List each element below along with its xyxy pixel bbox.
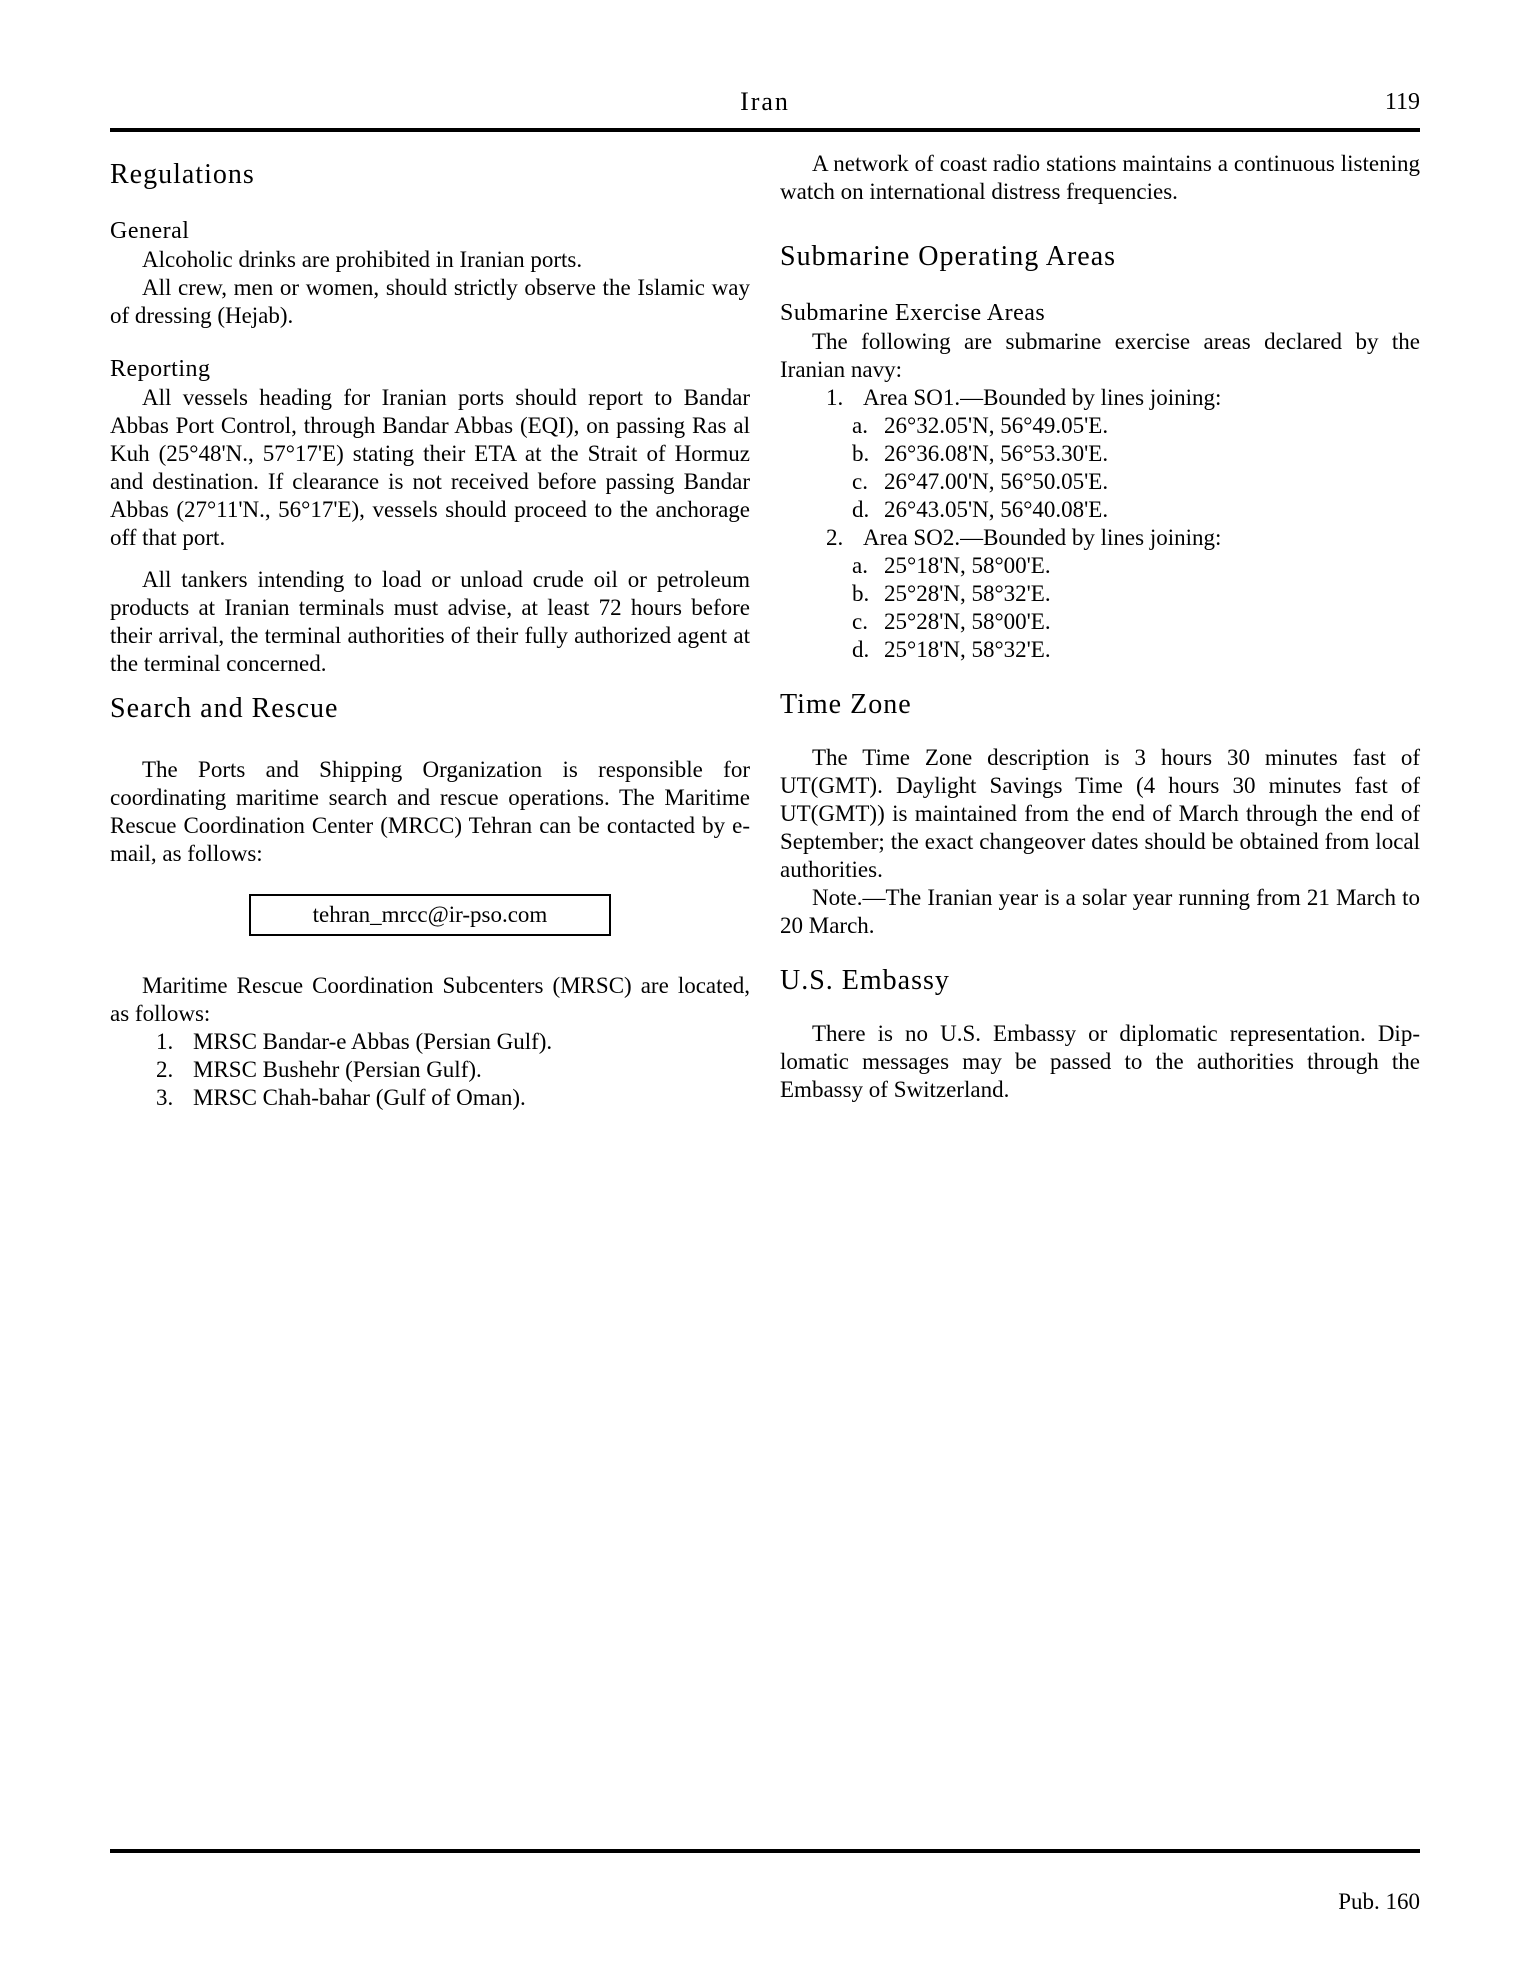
list-item-marker: a. [852,413,868,438]
list-item-marker: 1. [156,1029,174,1054]
coordinate-item [780,608,1420,636]
area-list-item [780,524,1420,552]
heading-submarine-operating-areas: Submarine Operating Areas [780,241,1117,272]
email-box [249,894,611,936]
paragraph-tankers: All tankers intending to load or unload crude oil or petroleum products at Iranian terminals must advise, at least 72 hours before their arrival, the terminal authorities of their fully authorized agent at the terminal concerned. [110,567,750,676]
list-item-marker: d. [852,637,870,662]
paragraph-dress-code: All crew, men or women, should strictly observe the Islamic way of dressing (Hejab). [110,275,750,328]
paragraph-coast-radio: A network of coast radio stations maintains a continuous listening watch on international distress frequencies. [780,151,1420,204]
list-item-marker: 2. [826,525,844,550]
list-item-text: MRSC Bandar-e Abbas (Persian Gulf). [193,1029,553,1054]
subheading-reporting: Reporting [110,356,211,382]
coordinate-item [780,468,1420,496]
list-item-marker: b. [852,441,870,466]
coordinate-item [780,440,1420,468]
coordinate-text: 26°32.05'N, 56°49.05'E. [884,413,1109,438]
list-item-marker: 3. [156,1085,174,1110]
paragraph-alcohol: Alcoholic drinks are prohibited in Iranian ports. [142,247,583,272]
coordinate-item [780,636,1420,664]
coordinate-text: 26°47.00'N, 56°50.05'E. [884,469,1109,494]
heading-time-zone: Time Zone [780,689,912,720]
page-title: Iran [740,87,790,116]
left-column [110,150,750,1112]
coordinate-item [780,552,1420,580]
footer-rule [110,1849,1420,1853]
two-column-body [110,150,1420,1112]
list-item-marker: b. [852,581,870,606]
page-header [110,86,1420,118]
coordinate-text: 26°43.05'N, 56°40.08'E. [884,497,1109,522]
pub-number: Pub. 160 [1338,1889,1420,1914]
coordinate-text: 25°28'N, 58°00'E. [884,609,1051,634]
paragraph-time-zone-note: Note.—The Iranian year is a solar year running from 21 March to 20 March. [780,885,1420,938]
area-list-item [780,384,1420,412]
coordinate-text: 26°36.08'N, 56°53.30'E. [884,441,1109,466]
page-footer [110,1849,1420,1916]
heading-search-and-rescue: Search and Rescue [110,693,339,724]
mrcc-email-text: tehran_mrcc@ir-pso.com [312,902,548,927]
heading-us-embassy: U.S. Embassy [780,965,950,996]
paragraph-submarine-intro: The following are submarine exercise areas declared by the Iranian navy: [780,329,1420,382]
list-item-marker: 1. [826,385,844,410]
mrsc-list-item [110,1028,750,1056]
header-rule [110,128,1420,132]
coordinate-item [780,580,1420,608]
mrsc-list-item [110,1084,750,1112]
heading-regulations: Regulations [110,159,255,190]
list-item-text: MRSC Chah-bahar (Gulf of Oman). [193,1085,526,1110]
paragraph-us-embassy: There is no U.S. Embassy or diplomatic representation. Diplomatic messages may be passed to the authorities through the Embassy of Switzerland. [780,1021,1420,1102]
subheading-general: General [110,218,190,244]
coordinate-text: 25°18'N, 58°00'E. [884,553,1051,578]
subheading-submarine-exercise-areas: Submarine Exercise Areas [780,300,1046,326]
paragraph-sar-intro: The Ports and Shipping Organization is responsible for coordinating maritime search and rescue operations. The Maritime Rescue Coordination Center (MRCC) Tehran can be contacted by e-mail, as follows: [110,757,750,866]
list-item-marker: d. [852,497,870,522]
paragraph-mrsc-intro: Maritime Rescue Coordination Subcenters (MRSC) are located, as follows: [110,973,750,1026]
paragraph-reporting: All vessels heading for Iranian ports should report to Bandar Abbas Port Control, through Bandar Abbas (EQI), on passing Ras al Kuh (25°48'N., 57°17'E) stating their ETA at the Strait of Hormuz and destination. If clearance is not received before passing Bandar Abbas (27°11'N., 56°17'E), vessels should proceed to the anchorage off that port. [110,385,750,550]
right-column [780,150,1420,1112]
coordinate-text: 25°18'N, 58°32'E. [884,637,1051,662]
coordinate-item [780,412,1420,440]
paragraph-time-zone: The Time Zone description is 3 hours 30 minutes fast of UT(GMT). Daylight Savings Time (4 hours 30 minutes fast of UT(GMT)) is maintained from the end of March through the end of September; the exact changeover dates should be obtained from local authorities. [780,745,1420,882]
page-number: 119 [1384,89,1420,115]
coordinate-item [780,496,1420,524]
list-item-marker: 2. [156,1057,174,1082]
list-item-marker: c. [852,609,868,634]
list-item-text: MRSC Bushehr (Persian Gulf). [193,1057,482,1082]
area-title: Area SO2.—Bounded by lines joining: [863,525,1222,550]
mrsc-list-item [110,1056,750,1084]
list-item-marker: a. [852,553,868,578]
list-item-marker: c. [852,469,868,494]
area-title: Area SO1.—Bounded by lines joining: [863,385,1222,410]
coordinate-text: 25°28'N, 58°32'E. [884,581,1051,606]
